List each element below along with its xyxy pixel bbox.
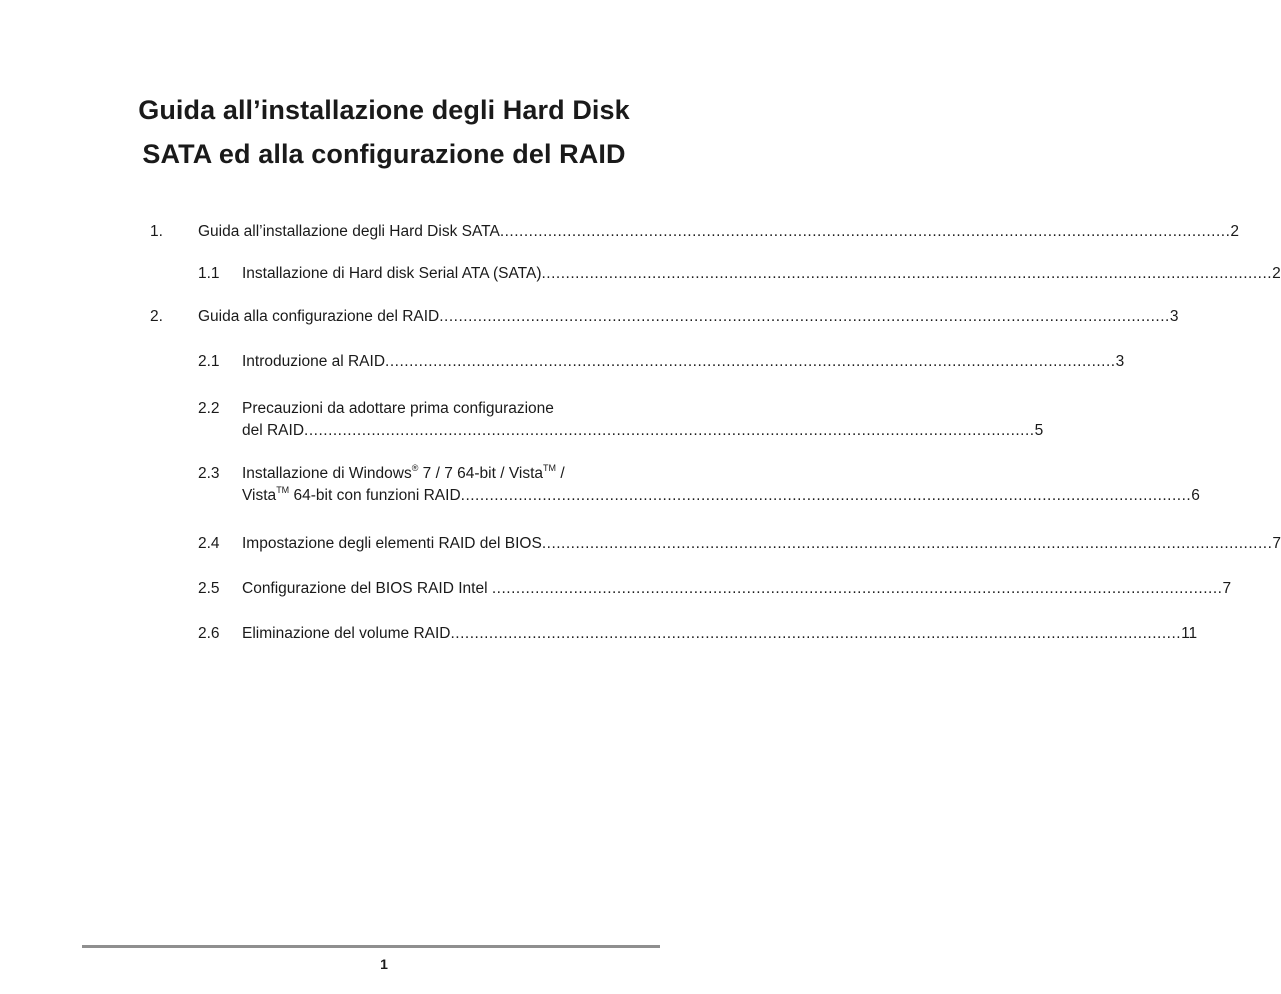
toc-entry-2-3[interactable] <box>0 463 1200 507</box>
toc-leader: ........................................................................................................................................................ <box>499 223 1231 240</box>
toc-page: 7 <box>1272 535 1281 552</box>
registered-mark: ® <box>411 463 419 473</box>
toc-line <box>198 306 1179 328</box>
toc-entry-2-4[interactable] <box>0 533 1281 555</box>
toc-entry-2-5[interactable] <box>0 578 1232 600</box>
toc-leader: ........................................................................................................................................................ <box>450 625 1182 642</box>
toc-line <box>198 221 1240 243</box>
toc-leader: ........................................................................................................................................................ <box>541 535 1273 552</box>
toc-title: Installazione di Hard disk Serial ATA (SATA) <box>242 265 542 282</box>
toc-line <box>242 578 1232 600</box>
toc-title: Guida alla configurazione del RAID <box>198 308 440 325</box>
toc-title-part: Installazione di Windows <box>242 465 412 482</box>
toc-page: 6 <box>1191 487 1200 504</box>
toc-page: 5 <box>1034 422 1044 439</box>
toc-leader: ........................................................................................................................................................ <box>541 265 1273 282</box>
toc-line <box>242 263 1281 285</box>
toc-leader: ........................................................................................................................................................ <box>439 308 1170 325</box>
trademark-mark: TM <box>543 463 557 473</box>
trademark-mark: TM <box>276 485 290 495</box>
toc-title-part: Vista <box>242 487 277 504</box>
toc-entry-2-6[interactable] <box>0 623 1198 645</box>
toc-number: 2. <box>150 308 163 325</box>
toc-title-part: 7 / 7 64-bit / Vista <box>418 465 544 482</box>
toc-leader: ........................................................................................................................................................ <box>491 580 1223 597</box>
toc-line <box>242 463 645 485</box>
toc-entry-2-2[interactable] <box>0 398 1044 442</box>
toc-page: 3 <box>1169 308 1179 325</box>
toc-page: 11 <box>1181 625 1198 642</box>
toc-entry-1[interactable] <box>0 221 1240 243</box>
toc-number: 2.5 <box>198 580 220 597</box>
toc-page: 2 <box>1230 223 1240 240</box>
toc-title-continued <box>242 485 461 507</box>
toc-title: Guida all’installazione degli Hard Disk SATA <box>198 223 500 240</box>
toc-title-part: / <box>556 465 565 482</box>
toc-line <box>242 351 1125 373</box>
toc-line <box>242 533 1281 555</box>
toc-line-continued <box>242 485 1200 507</box>
toc-entry-2-1[interactable] <box>0 351 1125 373</box>
toc-number: 1.1 <box>198 265 220 282</box>
toc-number: 1. <box>150 223 163 240</box>
toc-title: Eliminazione del volume RAID <box>242 625 451 642</box>
toc-entry-1-1[interactable] <box>0 263 1281 285</box>
toc-number: 2.3 <box>198 465 220 482</box>
toc-line <box>242 398 645 420</box>
toc-line-continued <box>242 420 1044 442</box>
title-line-1: Guida all’installazione degli Hard Disk <box>138 95 630 125</box>
toc-number: 2.2 <box>198 400 220 417</box>
toc-leader: ........................................................................................................................................................ <box>385 353 1116 370</box>
toc-leader: ........................................................................................................................................................ <box>460 487 1192 504</box>
toc-title-continued: del RAID <box>242 422 305 439</box>
toc-number: 2.4 <box>198 535 220 552</box>
footer-divider <box>82 945 660 948</box>
toc-leader: ........................................................................................................................................................ <box>304 422 1035 439</box>
toc-title: Introduzione al RAID <box>242 353 386 370</box>
toc-entry-2[interactable] <box>0 306 1179 328</box>
toc-number: 2.6 <box>198 625 220 642</box>
toc-page: 7 <box>1222 580 1232 597</box>
toc-page: 2 <box>1272 265 1281 282</box>
toc-title: Impostazione degli elementi RAID del BIOS <box>242 535 542 552</box>
document-title <box>0 88 768 176</box>
toc-page: 3 <box>1115 353 1125 370</box>
toc-number: 2.1 <box>198 353 220 370</box>
toc-title: Precauzioni da adottare prima configurazione <box>242 400 554 417</box>
toc-title: Configurazione del BIOS RAID Intel <box>242 580 492 597</box>
page-number: 1 <box>380 956 388 972</box>
toc-title-part: 64-bit con funzioni RAID <box>289 487 461 504</box>
toc-line <box>242 623 1198 645</box>
title-line-2: SATA ed alla configurazione del RAID <box>142 139 626 169</box>
